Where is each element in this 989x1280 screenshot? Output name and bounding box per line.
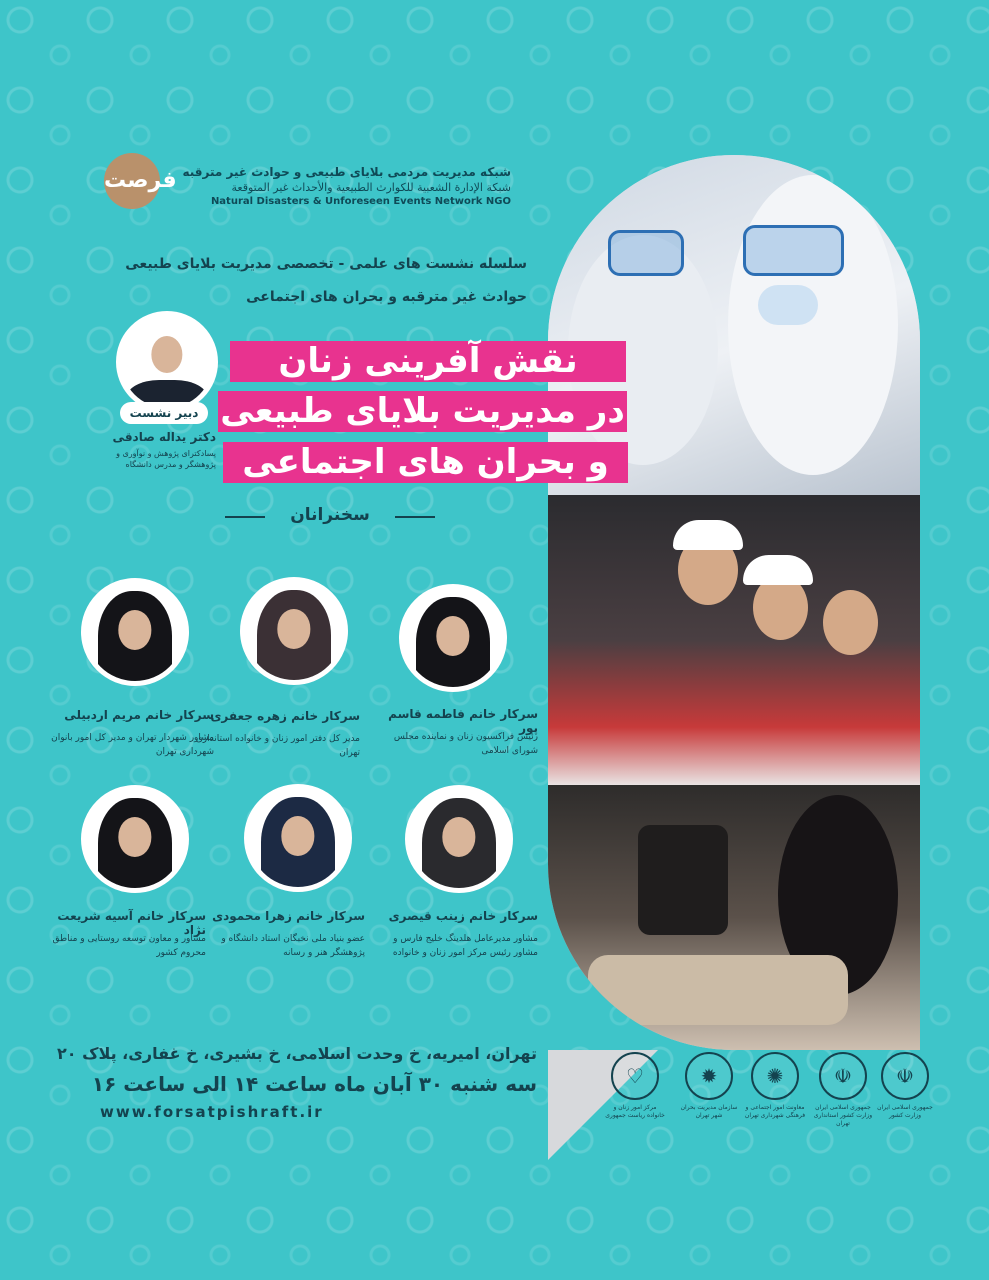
forsat-logo: فرصت — [104, 153, 160, 209]
tehran-municipality-icon: ✺ — [751, 1052, 799, 1100]
moderator-name: دکتر یداله صادقی — [112, 430, 216, 444]
heart-icon: ♡ — [611, 1052, 659, 1100]
moderator-role: پسادکترای پژوهش و نوآوری و پژوهشگر و مدرس دانشگاه — [116, 449, 216, 469]
emblem-icon: ☫ — [819, 1052, 867, 1100]
speaker-role: مشاور شهردار تهران و مدیر کل امور بانوان شهرداری تهران — [51, 733, 214, 757]
org-name-ar: شبكة الإدارة الشعبية للكوارث الطبيعية والأحداث غير المتوقعة — [231, 181, 511, 194]
speaker-role: مشاور مدیرعامل هلدینگ خلیج فارس و مشاور رئیس مرکز امور زنان و خانواده — [392, 934, 538, 958]
event-datetime: سه شنبه ۳۰ آبان ماه ساعت ۱۴ الی ساعت ۱۶ — [91, 1072, 537, 1096]
speakers-heading: سخنرانان — [210, 505, 450, 525]
emblem-icon: ☫ — [881, 1052, 929, 1100]
title-line-1: نقش آفرینی زنان — [230, 341, 626, 382]
moderator-avatar — [116, 311, 218, 413]
sponsor-logo: ♡ مرکز امور زنان و خانواده ریاست جمهوری — [604, 1052, 666, 1132]
series-title — [125, 248, 527, 314]
speaker-name: سرکار خانم آسیه شریعت نژاد — [57, 909, 206, 937]
photo-relief-workers — [548, 495, 920, 785]
speaker-avatar — [405, 785, 513, 893]
sponsor-logo: ☫ جمهوری اسلامی ایران وزارت کشور استانداری تهران — [812, 1052, 874, 1132]
sponsor-logo: ✹ سازمان مدیریت بحران شهر تهران — [678, 1052, 740, 1132]
series-line-1: سلسله نشست های علمی - تخصصی مدیریت بلایای طبیعی — [125, 256, 527, 272]
website-link[interactable]: www.forsatpishraft.ir — [100, 1103, 324, 1121]
photo-collage — [548, 155, 920, 1050]
speaker-name: سرکار خانم زهرا محمودی — [212, 909, 365, 923]
speaker-role: عضو بنیاد ملی نخبگان استاد دانشگاه و پژوهشگر هنر و رسانه — [221, 934, 365, 958]
series-line-2: حوادث غیر مترقبه و بحران های اجتماعی — [246, 289, 527, 305]
org-header — [131, 165, 511, 207]
speaker-role: مشاور و معاون توسعه روستایی و مناطق محروم کشور — [52, 934, 206, 958]
speaker-avatar — [399, 584, 507, 692]
org-name-en: Natural Disasters & Unforeseen Events Network NGO — [210, 196, 511, 207]
speaker-role: مدیر کل دفتر امور زنان و خانواده استانداری تهران — [195, 734, 360, 758]
speaker-name: سرکار خانم فاطمه قاسم پور — [388, 707, 538, 735]
speaker-avatar — [81, 578, 189, 686]
title-line-3: و بحران های اجتماعی — [223, 442, 628, 483]
title-line-2: در مدیریت بلایای طبیعی — [218, 391, 627, 432]
sponsor-logo: ✺ معاونت امور اجتماعی و فرهنگی شهرداری تهران — [744, 1052, 806, 1132]
moderator-tag: دبیر نشست — [120, 402, 208, 424]
speaker-name: سرکار خانم مریم اردبیلی — [64, 708, 214, 722]
speaker-avatar — [244, 784, 352, 892]
speaker-name: سرکار خانم زینب قیصری — [388, 909, 538, 923]
speaker-name: سرکار خانم زهره جعفری — [210, 709, 360, 723]
speaker-role: رئیس فراکسیون زنان و نماینده مجلس شورای اسلامی — [393, 732, 538, 756]
tehran-municipality-icon: ✹ — [685, 1052, 733, 1100]
sponsor-logo: ☫ جمهوری اسلامی ایران وزارت کشور — [874, 1052, 936, 1132]
speaker-avatar — [240, 577, 348, 685]
photo-sewing-workshop — [548, 785, 920, 1050]
org-name-fa: شبکه مدیریت مردمی بلایای طبیعی و حوادث غیر مترقبه — [182, 165, 511, 179]
speaker-avatar — [81, 785, 189, 893]
event-address: تهران، امیریه، خ وحدت اسلامی، خ بشیری، خ غفاری، پلاک ۲۰ — [56, 1044, 537, 1063]
